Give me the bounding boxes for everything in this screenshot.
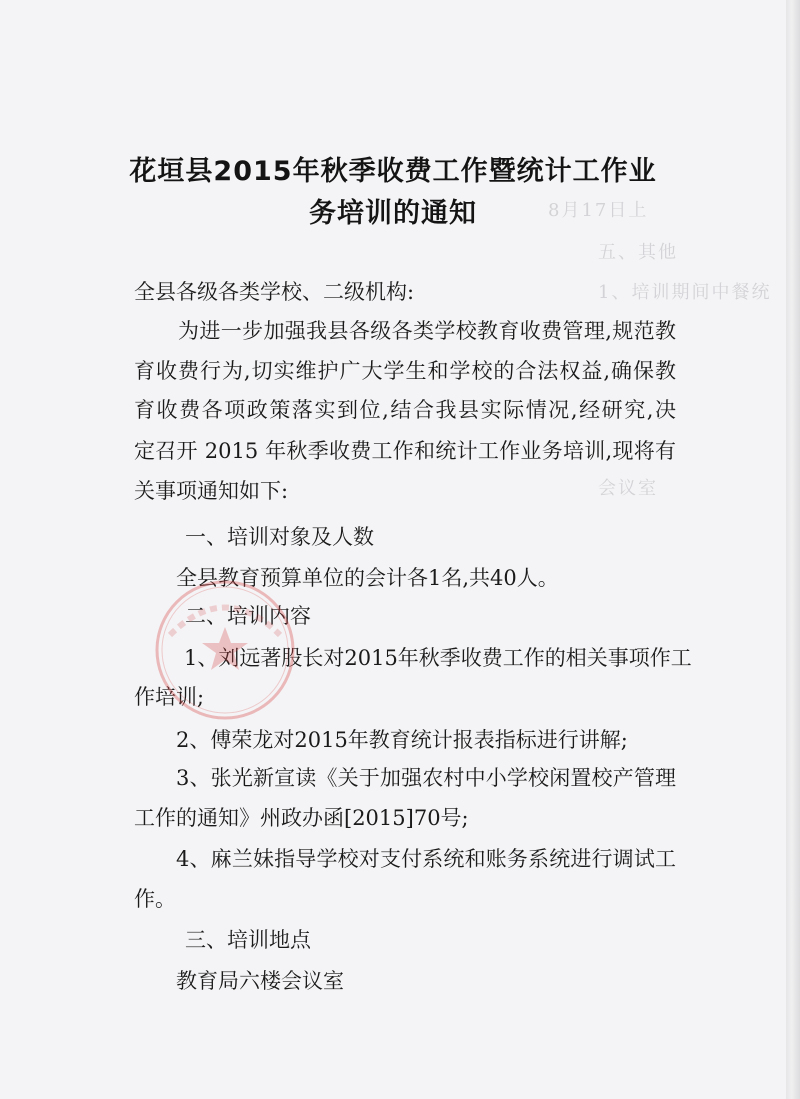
page-edge bbox=[786, 0, 800, 1099]
section-heading: 二、培训内容 bbox=[185, 604, 311, 628]
salutation: 全县各级各类学校、二级机构: bbox=[134, 280, 415, 304]
section-text: 全县教育预算单位的会计各1名,共40人。 bbox=[176, 566, 559, 590]
section-heading: 三、培训地点 bbox=[185, 928, 311, 952]
intro-line: 育收费行为,切实维护广大学生和学校的合法权益,确保教 bbox=[134, 359, 676, 383]
list-item: 3、张光新宣读《关于加强农村中小学校闲置校产管理 bbox=[176, 766, 676, 790]
list-item: 作培训; bbox=[134, 685, 205, 709]
intro-line: 育收费各项政策落实到位,结合我县实际情况,经研究,决 bbox=[134, 398, 676, 422]
list-item: 1、刘远著股长对2015年秋季收费工作的相关事项作工 bbox=[184, 646, 692, 670]
section-heading: 一、培训对象及人数 bbox=[185, 525, 374, 549]
show-through-text: 8月17日上 bbox=[548, 200, 649, 221]
document-title-line2: 务培训的通知 bbox=[309, 198, 477, 229]
section-text: 教育局六楼会议室 bbox=[176, 969, 344, 993]
show-through-text: 五、其他 bbox=[598, 242, 678, 263]
official-stamp bbox=[150, 575, 300, 725]
list-item: 作。 bbox=[134, 887, 176, 911]
show-through-text: 1、培训期间中餐统 bbox=[598, 282, 772, 303]
list-item: 2、傅荣龙对2015年教育统计报表指标进行讲解; bbox=[176, 728, 628, 752]
document-title-line1: 花垣县2015年秋季收费工作暨统计工作业 bbox=[129, 156, 657, 187]
show-through-text: 会议室 bbox=[598, 478, 658, 499]
list-item: 4、麻兰妹指导学校对支付系统和账务系统进行调试工 bbox=[176, 847, 676, 871]
intro-line: 关事项通知如下: bbox=[134, 479, 289, 503]
intro-line: 为进一步加强我县各级各类学校教育收费管理,规范教 bbox=[178, 319, 676, 343]
list-item: 工作的通知》州政办函[2015]70号; bbox=[134, 806, 469, 830]
intro-line: 定召开 2015 年秋季收费工作和统计工作业务培训,现将有 bbox=[134, 439, 676, 463]
